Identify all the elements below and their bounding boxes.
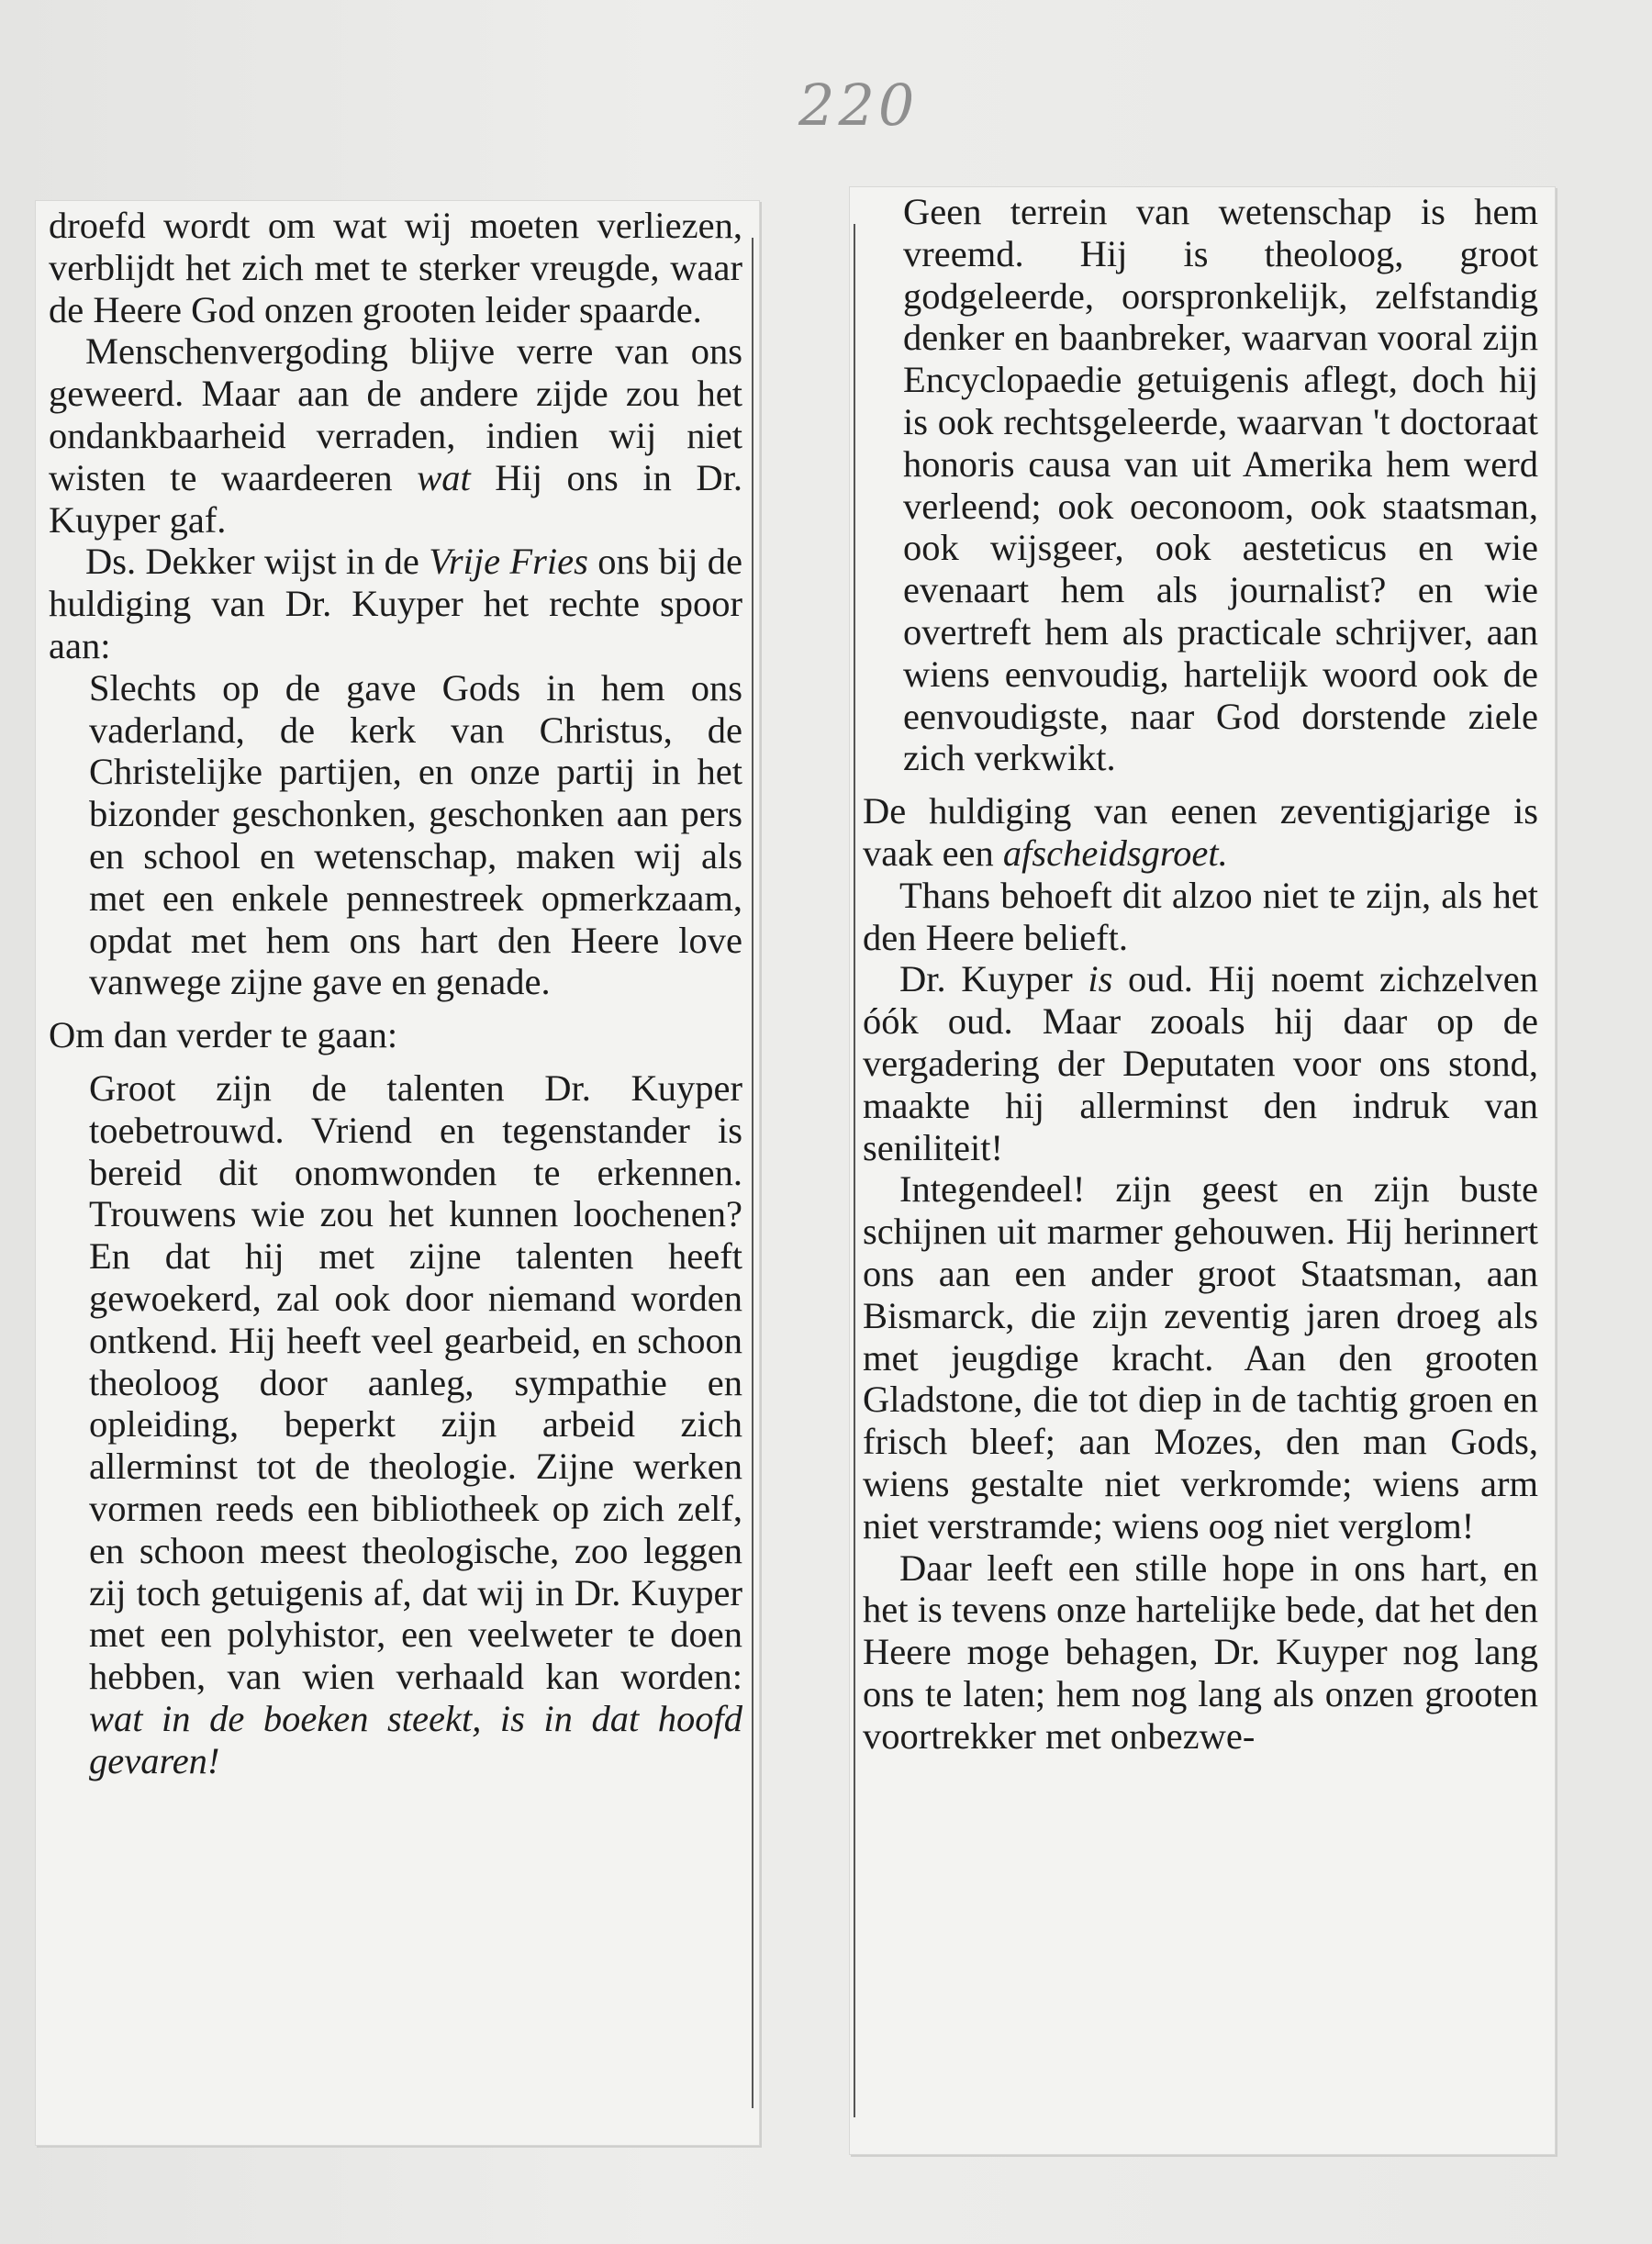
right-paragraph-2: De huldiging van eenen zeventigjarige is vaak een afscheidsgroet. (863, 790, 1538, 874)
right-paragraph-4: Dr. Kuyper is oud. Hij noemt zichzelven óók oud. Maar zooals hij daar op de vergadering der Deputaten voor ons stond, maakte hij allerminst den indruk van seniliteit! (863, 958, 1538, 1168)
left-paragraph-3: Ds. Dekker wijst in de Vrije Fries ons bij de huldiging van Dr. Kuyper het rechte spoor aan: (49, 541, 742, 666)
right-paragraph-3: Thans behoeft dit alzoo niet te zijn, als het den Heere belieft. (863, 874, 1538, 958)
left-paragraph-4: Om dan verder te gaan: (49, 1014, 398, 1056)
newspaper-clipping-left (35, 200, 760, 2146)
left-quote-2: Groot zijn de talenten Dr. Kuyper toebetrouwd. Vriend en tegenstander is bereid dit onomwonden te erkennen. Trouwens wie zou het kunnen loochenen? En dat hij met zijne talenten heeft gewoekerd, zal ook door niemand worden ontkend. Hij heeft veel gearbeid, en schoon theoloog door aanleg, sympathie en opleiding, beperkt zijn arbeid zich allerminst tot de theologie. Zijne werken vormen reeds een bibliotheek op zich zelf, en schoon meest theologische, zoo leggen zij toch getuigenis af, dat wij in Dr. Kuyper met een polyhistor, een veelweter te doen hebben, van wien verhaald kan worden: wat in de boeken steekt, is in dat hoofd gevaren! (89, 1066, 742, 1781)
right-paragraph-6: Daar leeft een stille hope in ons hart, en het is tevens onze hartelijke bede, dat het den Heere moge behagen, Dr. Kuyper nog lang ons te laten; hem nog lang als onzen grooten voortrekker met onbezwe- (863, 1546, 1538, 1757)
left-quote-1: Slechts op de gave Gods in hem ons vaderland, de kerk van Christus, de Christelijke partijen, en onze partij in het bizonder geschonken, geschonken aan pers en school en wetenschap, maken wij als met een enkele pennestreek opmerkzaam, opdat met hem ons hart den Heere love vanwege zijne gave en genade. (89, 666, 742, 1003)
newspaper-clipping-right (849, 186, 1556, 2155)
page-number: 220 (798, 72, 919, 139)
right-quote-1: Geen terrein van wetenschap is hem vreemd. Hij is theoloog, groot godgeleerde, oorspronkelijk, zelfstandig denker en baanbreker, waarvan vooral zijn Encyclopaedie getuigenis aflegt, doch hij is ook rechtsgeleerde, waarvan 't doctoraat honoris causa van uit Amerika hem werd verleend; ook oeconoom, ook staatsman, ook wijsgeer, ook aesteticus en wie evenaart hem als journalist? en wie overtreft hem als practicale schrijver, aan wiens eenvoudig, hartelijk woord ook de eenvoudigste, naar God dorstende ziele zich verkwikt. (903, 191, 1538, 779)
left-paragraph-2: Menschenvergoding blijve verre van ons geweerd. Maar aan de andere zijde zou het ondankbaarheid verraden, indien wij niet wisten te waardeeren wat Hij ons in Dr. Kuyper gaf. (49, 330, 742, 541)
right-paragraph-5: Integendeel! zijn geest en zijn buste schijnen uit marmer gehouwen. Hij herinnert ons aan een ander groot Staatsman, aan Bismarck, die zijn zeventig jaren droeg als met jeugdige kracht. Aan den grooten Gladstone, die tot diep in de tachtig groen en frisch bleef; aan Mozes, den man Gods, wiens gestalte niet verkromde; wiens arm niet verstramde; wiens oog niet verglom! (863, 1168, 1538, 1546)
left-paragraph-1: droefd wordt om wat wij moeten verliezen, verblijdt het zich met te sterker vreugde, waar de Heere God onzen grooten leider spaarde. (49, 205, 742, 330)
